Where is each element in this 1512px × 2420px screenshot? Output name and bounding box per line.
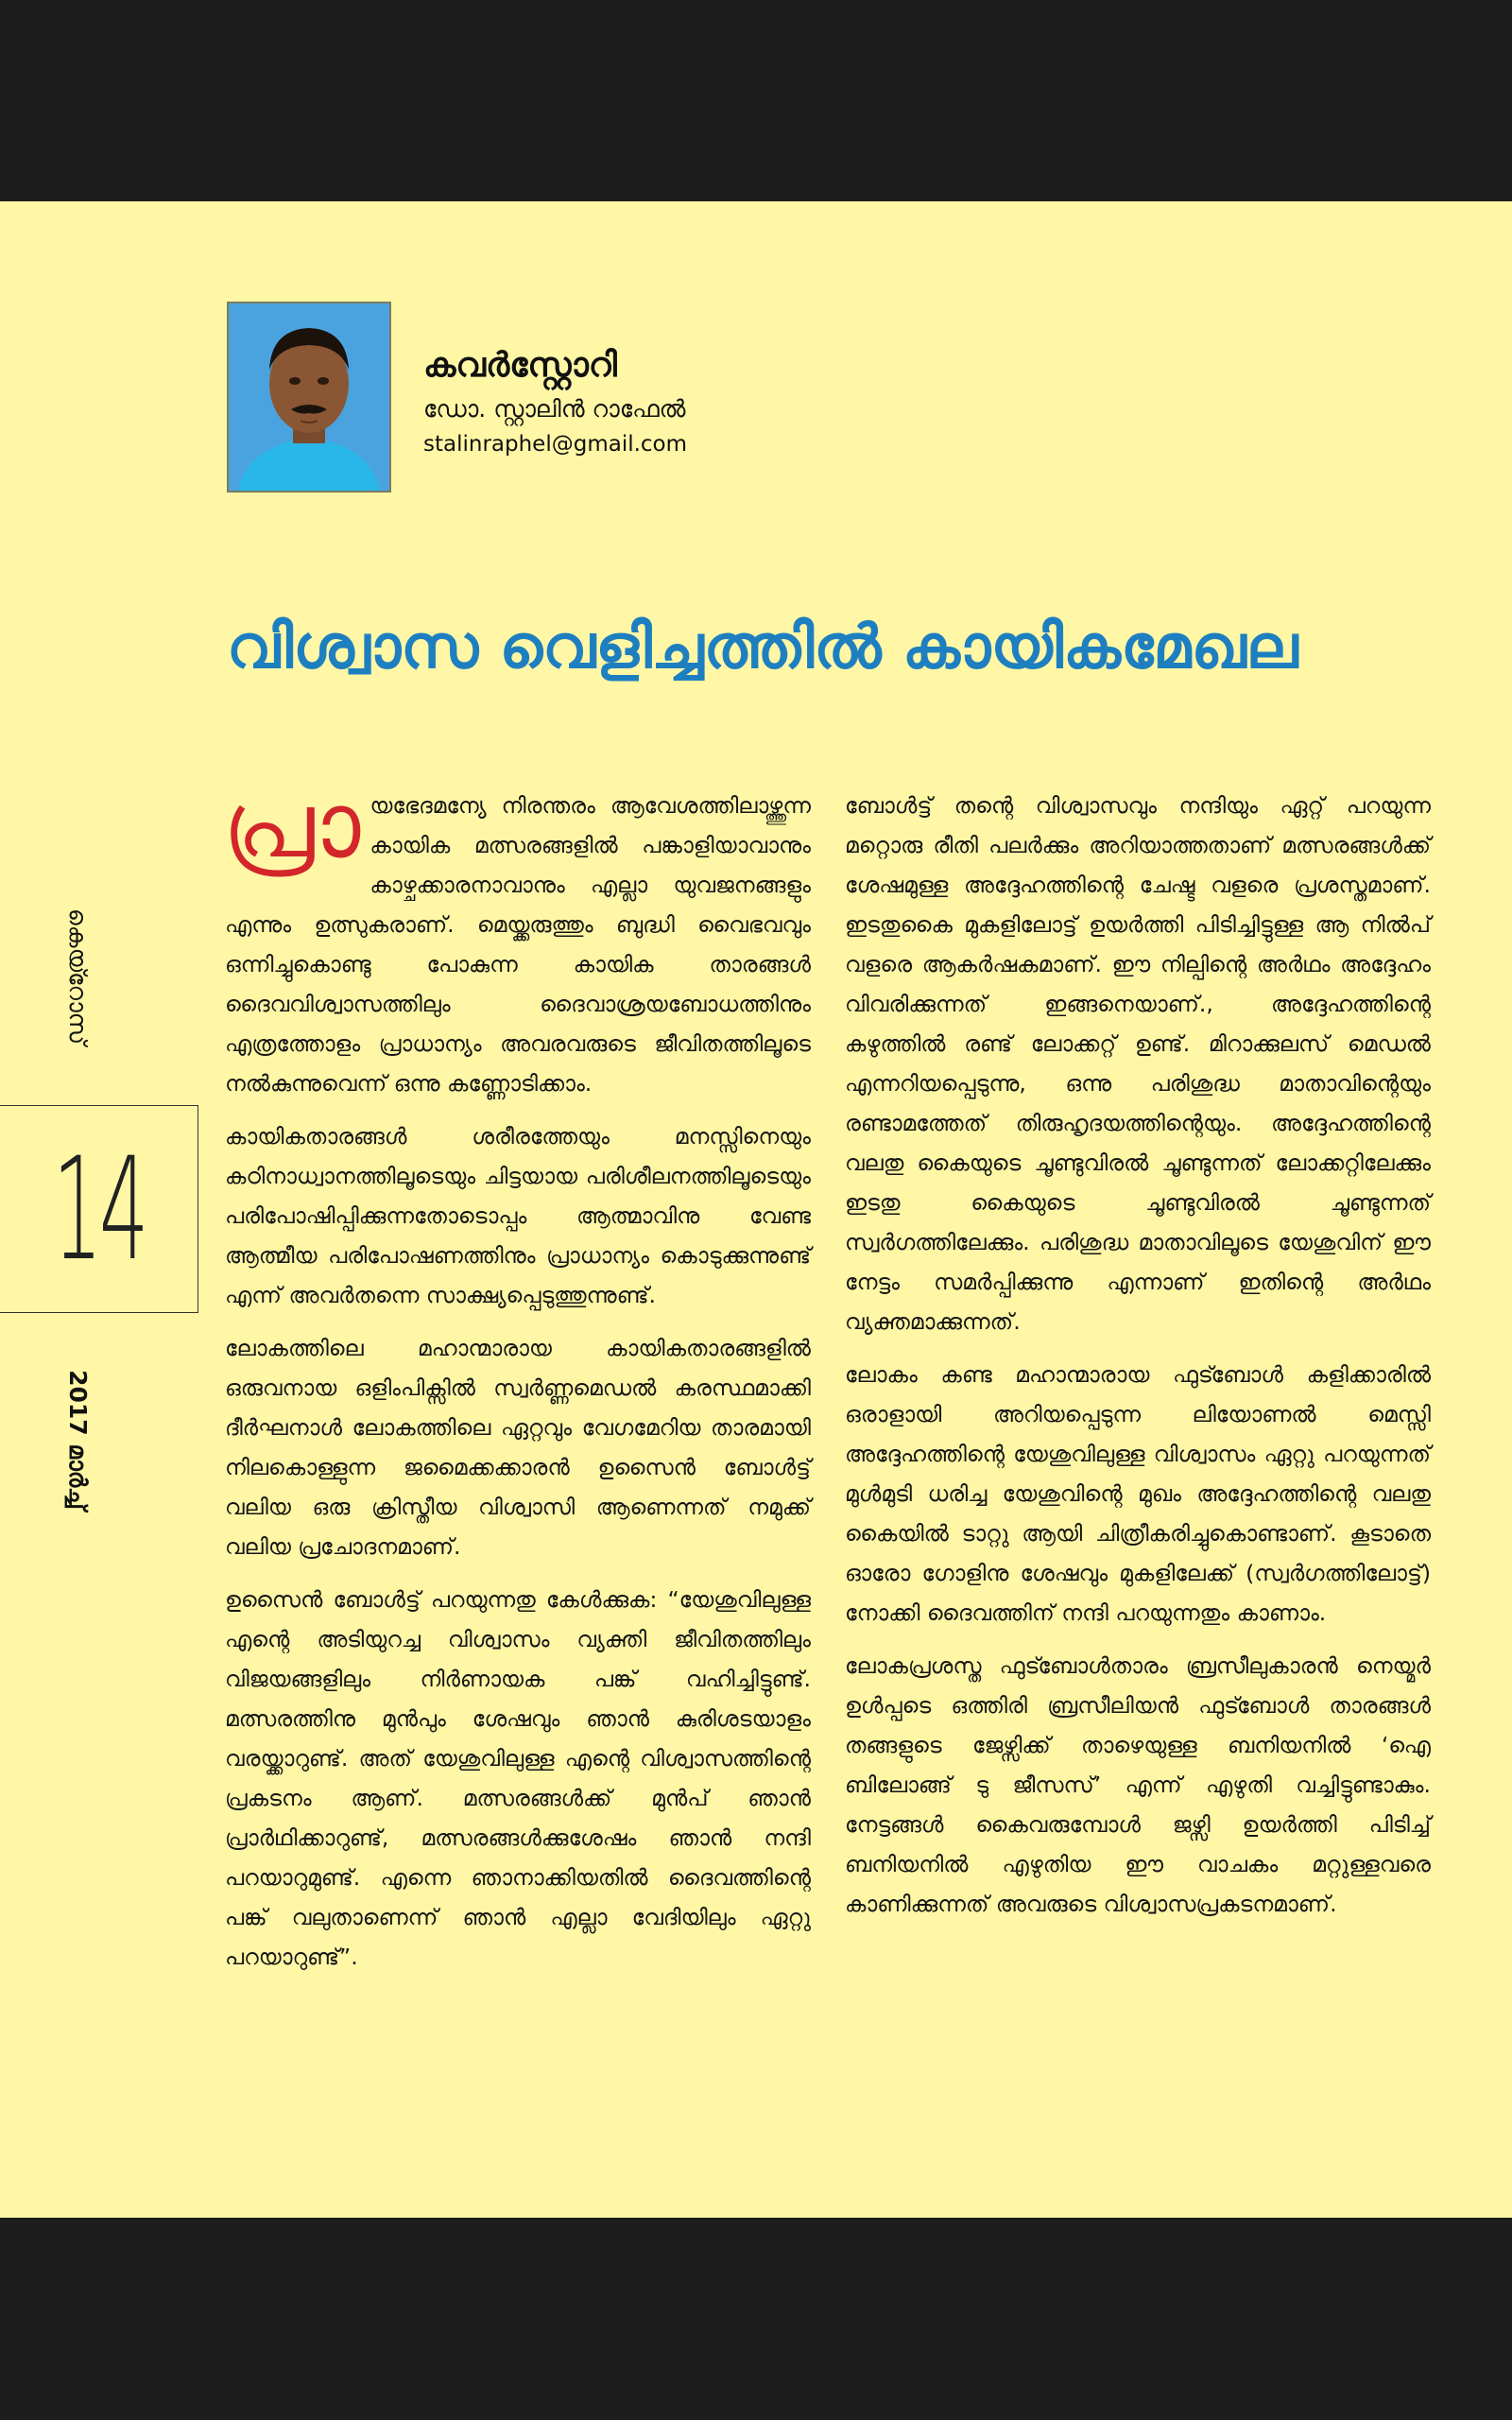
top-frame-bar xyxy=(0,0,1512,201)
drop-cap: പ്രാ xyxy=(223,772,361,878)
paragraph: ഉസൈൻ ബോൾട്ട് പറയുന്നതു കേൾക്കുക: “യേശുവിലുള്ള എന്റെ അടിയുറച്ച വിശ്വാസം വ്യക്തി ജീവിതത്തിലും വിജയങ്ങളിലും നിർണായക പങ്ക് വഹിച്ചിട്ടുണ്ട്. മത്സരത്തിനു മുൻപും ശേഷവും ഞാൻ കുരിശടയാളം വരയ്ക്കാറുണ്ട്. അത് യേശുവിലുള്ള എന്റെ വിശ്വാസത്തിന്റെ പ്രകടനം ആണ്. മത്സരങ്ങൾക്ക് മുൻപ് ഞാൻ പ്രാർഥിക്കാറുണ്ട്, മത്സരങ്ങൾക്കുശേഷം ഞാൻ നന്ദി പറയാറുമുണ്ട്. എന്നെ ഞാനാക്കിയതിൽ ദൈവത്തിന്റെ പങ്ക് വലുതാണെന്ന് ഞാൻ എല്ലാ വേദിയിലും ഏറ്റു പറയാറുണ്ട്”. xyxy=(225,1586,811,1970)
paragraph: ലോകം കണ്ട മഹാന്മാരായ ഫുട്ബോൾ കളിക്കാരിൽ ഒരാളായി അറിയപ്പെടുന്ന ലിയോണൽ മെസ്സി അദ്ദേഹത്തിന്റെ യേശുവിലുള്ള വിശ്വാസം ഏറ്റു പറയുന്നത് മുൾമുടി ധരിച്ച യേശുവിന്റെ മുഖം അദ്ദേഹത്തിന്റെ വലതു കൈയിൽ ടാറ്റു ആയി ചിത്രീകരിച്ചുകൊണ്ടാണ്. കൂടാതെ ഓരോ ഗോളിനു ശേഷവും മുകളിലേക്ക് (സ്വർഗത്തിലോട്ട്) നോക്കി ദൈവത്തിന് നന്ദി പറയുന്നതും കാണാം. xyxy=(845,1361,1431,1626)
paragraph: കായികതാരങ്ങൾ ശരീരത്തേയും മനസ്സിനെയും കഠിനാധ്വാനത്തിലൂടെയും ചിട്ടയായ പരിശീലനത്തിലൂടെയും പരിപോഷിപ്പിക്കുന്നതോടൊപ്പം ആത്മാവിനു വേണ്ട ആത്മീയ പരിപോഷണത്തിനും പ്രാധാന്യം കൊടുക്കുന്നുണ്ട് എന്ന് അവർതന്നെ സാക്ഷ്യപ്പെടുത്തുന്നുണ്ട്. xyxy=(225,1123,811,1308)
page-number-box xyxy=(0,1105,198,1313)
paragraph: ലോകപ്രശസ്ത ഫുട്ബോൾതാരം ബ്രസീലുകാരൻ നെയ്മർ ഉൾപ്പടെ ഒത്തിരി ബ്രസീലിയൻ ഫുട്ബോൾ താരങ്ങൾ തങ്ങളുടെ ജേഴ്സിക്ക് താഴെയുള്ള ബനിയനിൽ ‘ഐ ബിലോങ്ങ് ടു ജീസസ്’ എന്ന് എഴുതി വച്ചിട്ടുണ്ടാകും. നേട്ടങ്ങൾ കൈവരുമ്പോൾ ജഴ്സി ഉയർത്തി പിടിച്ച് ബനിയനിൽ എഴുതിയ ഈ വാചകം മറ്റുള്ളവരെ കാണിക്കുന്നത് അവരുടെ വിശ്വാസപ്രകടനമാണ്. xyxy=(845,1652,1431,1917)
article-headline: വിശ്വാസ വെളിച്ചത്തിൽ കായികമേഖല xyxy=(227,613,1298,683)
author-photo xyxy=(227,302,391,493)
page-number: 14 xyxy=(52,1128,146,1292)
paragraph xyxy=(223,772,811,1103)
magazine-page xyxy=(0,201,1512,2218)
author-email: stalinraphel@gmail.com xyxy=(423,432,688,457)
article-column-right xyxy=(845,786,1431,1937)
section-kicker: കവർസ്റ്റോറി xyxy=(423,346,617,385)
issue-date: 2017 മാർച്ച് xyxy=(64,1370,92,1510)
paragraph-text: യഭേദമന്യേ നിരന്തരം ആവേശത്തിലാഴ്ത്തുന്ന കായിക മത്സരങ്ങളിൽ പങ്കാളിയാവാനും കാഴ്ചക്കാരനാവാനും എല്ലാ യുവജനങ്ങളും എന്നും ഉത്സുകരാണ്. മെയ്ക്കരുത്തും ബുദ്ധി വൈഭവവും ഒന്നിച്ചുകൊണ്ടു പോകുന്ന കായിക താരങ്ങൾ ദൈവവിശ്വാസത്തിലും ദൈവാശ്രയബോധത്തിനും എത്രത്തോളം പ്രാധാന്യം അവരവരുടെ ജീവിതത്തിലൂടെ നൽകുന്നുവെന്ന് ഒന്നു കണ്ണോടിക്കാം. xyxy=(225,792,811,1097)
author-name: ഡോ. സ്റ്റാലിൻ റാഫേൽ xyxy=(423,395,686,423)
bottom-frame-bar xyxy=(0,2218,1512,2420)
paragraph: ലോകത്തിലെ മഹാന്മാരായ കായികതാരങ്ങളിൽ ഒരുവനായ ഒളിംപിക്സിൽ സ്വർണ്ണമെഡൽ കരസ്ഥമാക്കി ദീർഘനാൾ ലോകത്തിലെ ഏറ്റവും വേഗമേറിയ താരമായി നിലകൊള്ളുന്ന ജമൈക്കക്കാരൻ ഉസൈൻ ബോൾട്ട് വലിയ ഒരു ക്രിസ്തീയ വിശ്വാസി ആണെന്നത് നമുക്ക് വലിയ പ്രചോദനമാണ്. xyxy=(225,1335,811,1560)
paragraph: ബോൾട്ട് തന്റെ വിശ്വാസവും നന്ദിയും ഏറ്റ് പറയുന്ന മറ്റൊരു രീതി പലർക്കും അറിയാത്തതാണ് മത്സരങ്ങൾക്ക് ശേഷമുള്ള അദ്ദേഹത്തിന്റെ ചേഷ്ട വളരെ പ്രശസ്തമാണ്. ഇടതുകൈ മുകളിലോട്ട് ഉയർത്തി പിടിച്ചിട്ടുള്ള ആ നിൽപ് വളരെ ആകർഷകമാണ്. ഈ നില്പിന്റെ അർഥം അദ്ദേഹം വിവരിക്കുന്നത് ഇങ്ങനെയാണ്., അദ്ദേഹത്തിന്റെ കഴുത്തിൽ രണ്ട് ലോക്കറ്റ് ഉണ്ട്. മിറാക്കുലസ് മെഡൽ എന്നറിയപ്പെടുന്നു, ഒന്നു പരിശുദ്ധ മാതാവിന്റെയും രണ്ടാമത്തേത് തിരുഹൃദയത്തിന്റെയും. അദ്ദേഹത്തിന്റെ വലതു കൈയുടെ ചൂണ്ടുവിരൽ ചൂണ്ടുന്നത് ലോക്കറ്റിലേക്കും ഇടതു കൈയുടെ ചൂണ്ടുവിരൽ ചൂണ്ടുന്നത് സ്വർഗത്തിലേക്കും. പരിശുദ്ധ മാതാവിലൂടെ യേശുവിന് ഈ നേട്ടം സമർപ്പിക്കുന്നു എന്നാണ് ഇതിന്റെ അർഥം വ്യക്തമാക്കുന്നത്. xyxy=(845,792,1431,1335)
byline xyxy=(423,345,687,460)
article-column-left xyxy=(223,772,811,1990)
magazine-name: കെയ്റോസ് xyxy=(64,908,92,1046)
